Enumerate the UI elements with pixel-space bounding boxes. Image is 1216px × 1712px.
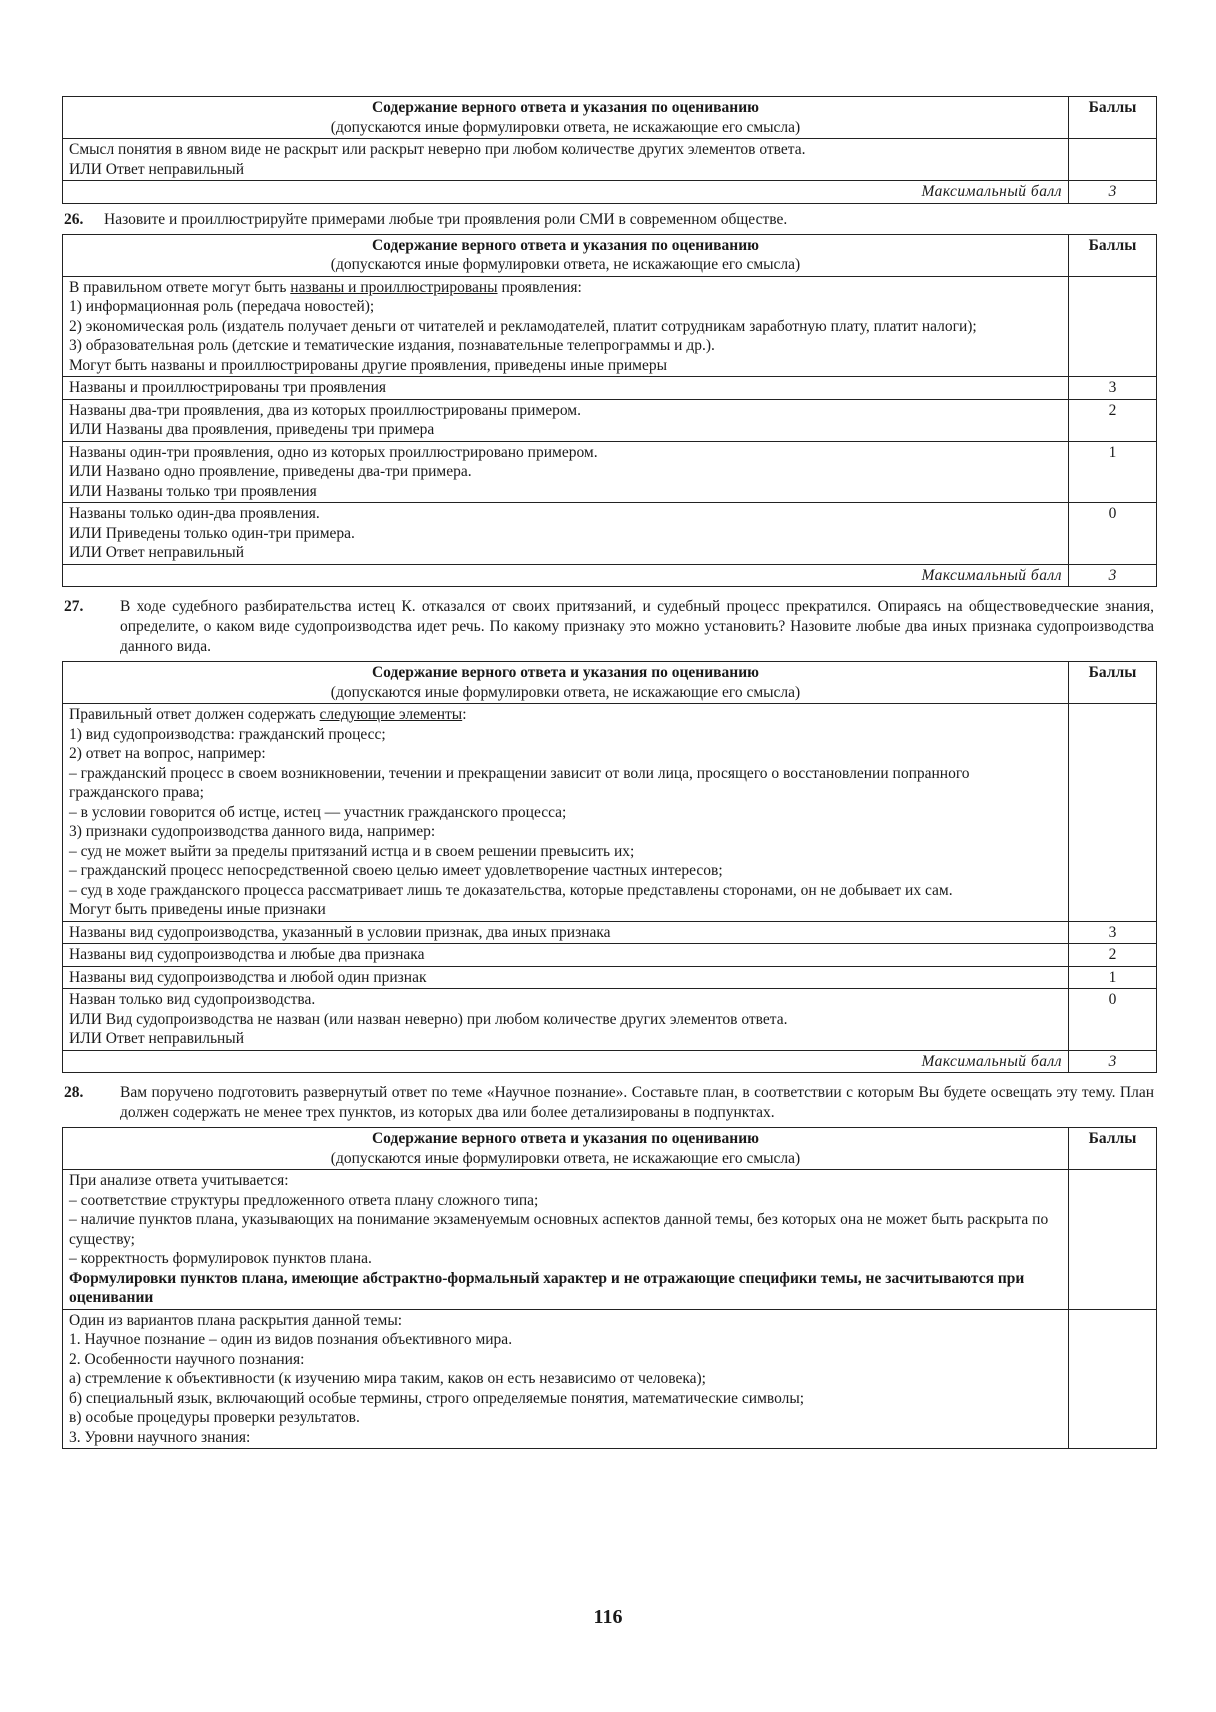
points-cell: 2: [1069, 944, 1157, 967]
task-number: 28.: [64, 1084, 84, 1101]
header-subtitle: (допускаются иные формулировки ответа, не искажающие его смысла): [330, 1149, 801, 1167]
criterion-cell: [63, 944, 1069, 967]
task-28: [62, 1083, 1156, 1123]
criterion-cell: [63, 399, 1069, 441]
task-text: Вам поручено подготовить развернутый ответ по теме «Научное познание». Составьте план, в соответствии с которым Вы будете освещать эту тему. План должен содержать не менее трех пунктов, из которых два или более детализированы в подпунктах.: [120, 1084, 1154, 1121]
header-title: Содержание верного ответа и указания по оцениванию: [371, 99, 759, 116]
points-cell: [1069, 704, 1157, 922]
content-line: 3) образовательная роль (детские и тематические издания, познавательные телепрограммы и др.).: [69, 337, 715, 354]
header-title: Содержание верного ответа и указания по оцениванию: [371, 236, 759, 254]
plan-line: б) специальный язык, включающий особые термины, строго определяемые понятия, математические символы;: [69, 1389, 805, 1407]
criterion-line: ИЛИ Ответ неправильный: [69, 544, 245, 561]
criterion-cell: [63, 377, 1069, 400]
criterion-line: ИЛИ Ответ неправильный: [69, 160, 245, 178]
criteria-line: – корректность формулировок пунктов плана.: [69, 1250, 372, 1267]
max-label: Максимальный балл: [63, 181, 1069, 204]
table-row: [63, 139, 1157, 181]
criterion-line: ИЛИ Названы только три проявления: [69, 482, 317, 500]
criterion-cell: [63, 921, 1069, 944]
content-intro: [69, 705, 1062, 725]
points-cell: 1: [1069, 441, 1157, 503]
criterion-line: ИЛИ Ответ неправильный: [69, 1030, 245, 1047]
plan-line: в) особые процедуры проверки результатов.: [69, 1409, 360, 1426]
header-title: Содержание верного ответа и указания по оцениванию: [371, 664, 759, 681]
criterion-cell: [63, 989, 1069, 1051]
criterion-line: Назван только вид судопроизводства.: [69, 991, 316, 1008]
intro-text-end: :: [462, 706, 467, 723]
answer-content: [63, 704, 1069, 922]
intro-text: Правильный ответ должен содержать: [69, 706, 320, 723]
answer-content: [63, 276, 1069, 377]
criterion-cell: [63, 966, 1069, 989]
header-points: Баллы: [1069, 234, 1157, 276]
points-cell: [1069, 1309, 1157, 1449]
header-subtitle: (допускаются иные формулировки ответа, не искажающие его смысла): [330, 118, 801, 136]
points-cell: 2: [1069, 399, 1157, 441]
plan-row: [63, 1309, 1157, 1449]
criterion-line: Названы один-три проявления, одно из которых проиллюстрировано примером.: [69, 443, 598, 461]
content-line: – гражданский процесс в своем возникновении, течении и прекращении зависит от воли лица, просящего о восстановлении попранного гражданского права;: [69, 764, 970, 801]
task-26: [62, 210, 1156, 230]
table-row: [63, 966, 1157, 989]
intro-underlined: названы и проиллюстрированы: [290, 278, 498, 296]
page-number: 116: [593, 1606, 623, 1628]
grading-table-27: [62, 661, 1157, 1073]
table-row: [63, 944, 1157, 967]
criteria-line: – соответствие структуры предложенного ответа плану сложного типа;: [69, 1191, 539, 1209]
points-cell: [1069, 139, 1157, 181]
max-row: [63, 1050, 1157, 1073]
task-number: 27.: [64, 598, 84, 615]
criterion-line: ИЛИ Вид судопроизводства не назван (или назван неверно) при любом количестве других элементов ответа.: [69, 1010, 788, 1028]
criterion-line: Смысл понятия в явном виде не раскрыт или раскрыт неверно при любом количестве других элементов ответа.: [69, 141, 806, 158]
task-text: Назовите и проиллюстрируйте примерами любые три проявления роли СМИ в современном обществе.: [104, 210, 788, 228]
plan-content: [63, 1309, 1069, 1449]
criterion-line: Названы два-три проявления, два из которых проиллюстрированы примером.: [69, 401, 581, 419]
table-header-row: [63, 662, 1157, 704]
task-text: В ходе судебного разбирательства истец К. отказался от своих притязаний, и судебный процесс прекратился. Опираясь на обществоведческие знания, определите, о каком виде судопроизводства идет речь. По какому признаку это можно установить? Назовите любые два иных признака судопроизводства данного вида.: [120, 598, 1154, 655]
intro-underlined: следующие элементы: [319, 706, 463, 723]
content-line: – гражданский процесс непосредственной своею целью имеет удовлетворение частных интересов;: [69, 862, 723, 879]
content-line: Могут быть приведены иные признаки: [69, 901, 326, 918]
header-points: Баллы: [1069, 97, 1157, 139]
criteria-row: [63, 1170, 1157, 1310]
content-line: – в условии говорится об истце, истец — участник гражданского процесса;: [69, 803, 567, 821]
content-intro: [69, 278, 1062, 298]
points-cell: [1069, 1170, 1157, 1310]
plan-line: 3. Уровни научного знания:: [69, 1428, 251, 1446]
table-header-row: [63, 234, 1157, 276]
criteria-line: – наличие пунктов плана, указывающих на понимание экзаменуемым основных аспектов данной темы, без которых она не может быть раскрыта по существу;: [69, 1211, 1049, 1248]
table-header-row: [63, 1128, 1157, 1170]
points-cell: 3: [1069, 377, 1157, 400]
criterion-cell: [63, 503, 1069, 565]
plan-line: 2. Особенности научного познания:: [69, 1350, 305, 1368]
content-line: 2) экономическая роль (издатель получает деньги от читателей и рекламодателей, платит сотрудникам заработную плату, платит налоги);: [69, 317, 977, 335]
criterion-line: Названы вид судопроизводства и любой один признак: [69, 968, 427, 986]
table-row: [63, 503, 1157, 565]
criterion-line: Названы и проиллюстрированы три проявления: [69, 379, 387, 396]
criterion-line: Названы вид судопроизводства и любые два признака: [69, 946, 425, 963]
table-header-content: [63, 662, 1069, 704]
table-header-content: [63, 97, 1069, 139]
content-row: [63, 704, 1157, 922]
max-value: 3: [1069, 564, 1157, 587]
points-cell: 1: [1069, 966, 1157, 989]
content-line: 1) информационная роль (передача новостей);: [69, 298, 375, 315]
points-cell: 0: [1069, 989, 1157, 1051]
header-points: Баллы: [1069, 662, 1157, 704]
criterion-cell: [63, 139, 1069, 181]
task-number: 26.: [64, 210, 84, 228]
max-value: 3: [1069, 181, 1157, 204]
criterion-line: Названы только один-два проявления.: [69, 505, 320, 522]
grading-table-26: [62, 234, 1157, 588]
content-line: 3) признаки судопроизводства данного вида, например:: [69, 823, 436, 840]
max-row: [63, 564, 1157, 587]
points-cell: [1069, 276, 1157, 377]
intro-text-end: проявления:: [497, 278, 582, 296]
plan-line: 1. Научное познание – один из видов познания объективного мира.: [69, 1331, 513, 1348]
grading-table-25: [62, 96, 1157, 204]
intro-text: В правильном ответе могут быть: [69, 278, 291, 296]
content-line: 1) вид судопроизводства: гражданский процесс;: [69, 725, 386, 743]
page: [62, 96, 1156, 1449]
table-row: [63, 399, 1157, 441]
max-label: Максимальный балл: [63, 1050, 1069, 1073]
table-row: [63, 989, 1157, 1051]
header-subtitle: (допускаются иные формулировки ответа, не искажающие его смысла): [330, 256, 801, 273]
max-label: Максимальный балл: [63, 564, 1069, 587]
criteria-note-bold: Формулировки пунктов плана, имеющие абстрактно-формальный характер и не отражающие специфики темы, не засчитываются при оценивании: [69, 1269, 1025, 1306]
header-subtitle: (допускаются иные формулировки ответа, не искажающие его смысла): [330, 683, 801, 701]
criterion-line: Названы вид судопроизводства, указанный в условии признак, два иных признака: [69, 923, 611, 941]
table-header-content: [63, 234, 1069, 276]
content-line: Могут быть названы и проиллюстрированы другие проявления, приведены иные примеры: [69, 356, 668, 374]
table-header-content: [63, 1128, 1069, 1170]
max-row: [63, 181, 1157, 204]
max-value: 3: [1069, 1050, 1157, 1073]
plan-line: Один из вариантов плана раскрытия данной темы:: [69, 1311, 403, 1329]
table-row: [63, 921, 1157, 944]
content-line: 2) ответ на вопрос, например:: [69, 745, 266, 762]
criterion-line: ИЛИ Приведены только один-три примера.: [69, 524, 355, 542]
criterion-line: ИЛИ Названы два проявления, приведены три примера: [69, 421, 435, 438]
criterion-line: ИЛИ Названо одно проявление, приведены два-три примера.: [69, 463, 472, 480]
table-header-row: [63, 97, 1157, 139]
criteria-content: [63, 1170, 1069, 1310]
header-title: Содержание верного ответа и указания по оцениванию: [371, 1130, 759, 1147]
table-row: [63, 441, 1157, 503]
header-points: Баллы: [1069, 1128, 1157, 1170]
table-row: [63, 377, 1157, 400]
content-line: – суд в ходе гражданского процесса рассматривает лишь те доказательства, которые представлены сторонами, он не добывает их сам.: [69, 881, 953, 899]
grading-table-28: [62, 1127, 1157, 1449]
content-line: – суд не может выйти за пределы притязаний истца и в своем решении превысить их;: [69, 842, 635, 860]
points-cell: 0: [1069, 503, 1157, 565]
criteria-line: При анализе ответа учитывается:: [69, 1172, 289, 1189]
criterion-cell: [63, 441, 1069, 503]
content-row: [63, 276, 1157, 377]
points-cell: 3: [1069, 921, 1157, 944]
plan-line: а) стремление к объективности (к изучению мира таким, каков он есть независимо от человека);: [69, 1370, 706, 1387]
task-27: [62, 597, 1156, 657]
